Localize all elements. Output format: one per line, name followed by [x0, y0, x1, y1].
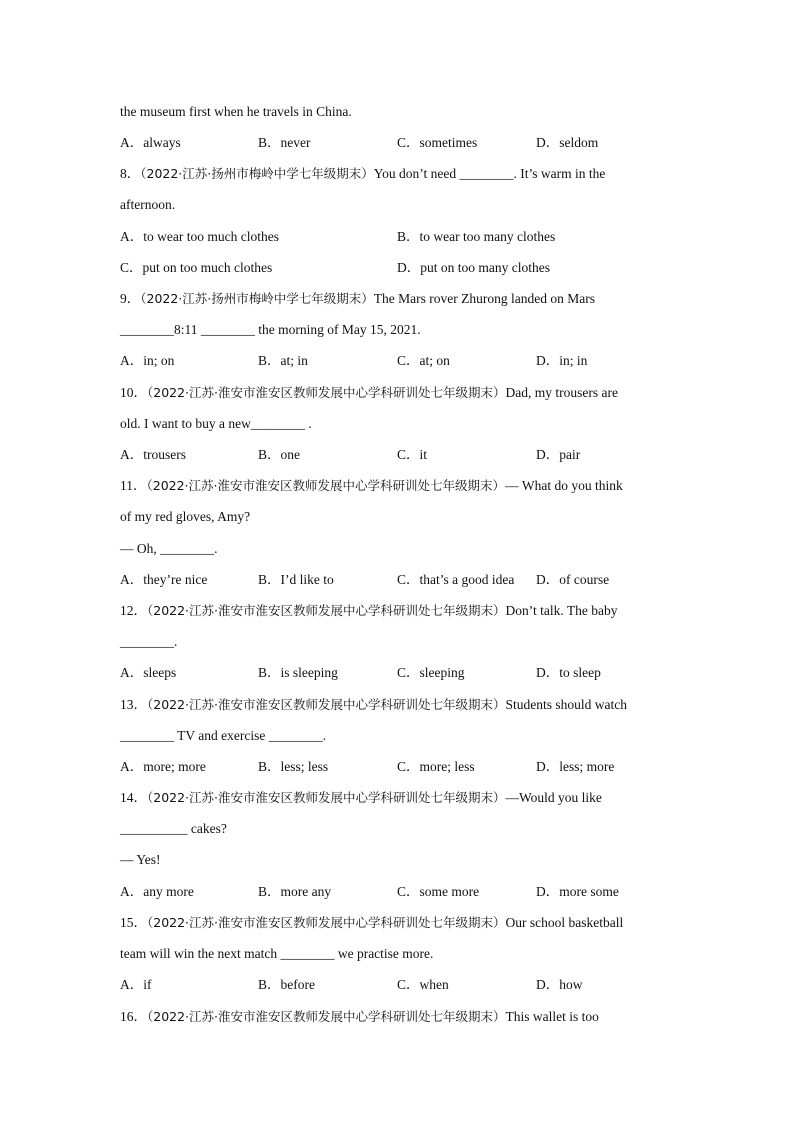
question-14-option-d: D．more some	[536, 884, 619, 899]
question-15-option-d: D．how	[536, 977, 583, 992]
question-source: （2022·江苏·扬州市梅岭中学七年级期末）	[140, 291, 374, 306]
question-14-option-a: A．any more	[120, 884, 194, 899]
question-12-option-b: B．is sleeping	[258, 665, 338, 680]
question-stem: Students should watch	[505, 697, 628, 712]
question-13-option-a: A．more; more	[120, 759, 206, 774]
question-8-option-b: B．to wear too many clothes	[397, 229, 556, 244]
question-8-line-2: afternoon.	[120, 197, 176, 212]
question-15-line-1	[120, 914, 623, 932]
question-7-option-a: A．always	[120, 135, 181, 150]
question-9-line-2: ________8:11 ________ the morning of May 15, 2021.	[120, 322, 421, 337]
question-11-option-b: B．I’d like to	[258, 572, 334, 587]
question-12-option-a: A．sleeps	[120, 665, 177, 680]
question-9-option-d: D．in; in	[536, 353, 588, 368]
question-14-line-3: — Yes!	[120, 852, 161, 867]
question-7-option-c: C．sometimes	[397, 135, 478, 150]
question-number: 13．	[120, 697, 147, 712]
question-9-line-1	[120, 290, 595, 308]
question-source: （2022·江苏·淮安市淮安区教师发展中心学科研训处七年级期末）	[147, 697, 506, 712]
question-source: （2022·江苏·扬州市梅岭中学七年级期末）	[140, 166, 374, 181]
question-14-option-b: B．more any	[258, 884, 332, 899]
question-13-option-b: B．less; less	[258, 759, 329, 774]
question-10-option-b: B．one	[258, 447, 300, 462]
question-number: 14．	[120, 790, 147, 805]
question-14-line-2: __________ cakes?	[120, 821, 227, 836]
question-7-option-d: D．seldom	[536, 135, 599, 150]
question-8-option-c: C．put on too much clothes	[120, 260, 273, 275]
question-16-line-1	[120, 1008, 599, 1026]
question-11-line-3: — Oh, ________.	[120, 541, 218, 556]
question-9-option-a: A．in; on	[120, 353, 175, 368]
question-15-option-b: B．before	[258, 977, 315, 992]
question-11-option-a: A．they’re nice	[120, 572, 208, 587]
question-stem: Our school basketball	[505, 915, 624, 930]
question-number: 11．	[120, 478, 147, 493]
question-15-line-2: team will win the next match ________ we practise more.	[120, 946, 434, 961]
question-number: 16．	[120, 1009, 147, 1024]
question-8-option-a: A．to wear too much clothes	[120, 229, 279, 244]
question-12-option-c: C．sleeping	[397, 665, 465, 680]
question-15-option-a: A．if	[120, 977, 152, 992]
question-9-option-c: C．at; on	[397, 353, 450, 368]
question-stem: You don’t need ________. It’s warm in the	[373, 166, 606, 181]
question-number: 15．	[120, 915, 147, 930]
question-10-line-1	[120, 384, 618, 402]
question-source: （2022·江苏·淮安市淮安区教师发展中心学科研训处七年级期末）	[147, 915, 506, 930]
question-12-line-2: ________.	[120, 634, 178, 649]
question-source: （2022·江苏·淮安市淮安区教师发展中心学科研训处七年级期末）	[147, 385, 506, 400]
question-stem: Don’t talk. The baby	[505, 603, 618, 618]
question-10-option-a: A．trousers	[120, 447, 186, 462]
question-number: 10．	[120, 385, 147, 400]
question-10-option-d: D．pair	[536, 447, 581, 462]
question-13-option-d: D．less; more	[536, 759, 615, 774]
question-source: （2022·江苏·淮安市淮安区教师发展中心学科研训处七年级期末）	[147, 603, 506, 618]
question-7-option-b: B．never	[258, 135, 311, 150]
question-stem: Dad, my trousers are	[505, 385, 618, 400]
question-11-option-d: D．of course	[536, 572, 610, 587]
question-14-line-1	[120, 789, 602, 807]
question-number: 9．	[120, 291, 141, 306]
question-source: （2022·江苏·淮安市淮安区教师发展中心学科研训处七年级期末）	[147, 790, 506, 805]
question-15-option-c: C．when	[397, 977, 449, 992]
question-12-line-1	[120, 602, 618, 620]
question-11-line-2: of my red gloves, Amy?	[120, 509, 251, 524]
question-10-line-2: old. I want to buy a new________ .	[120, 416, 312, 431]
question-stem: — What do you think	[505, 478, 623, 493]
question-14-option-c: C．some more	[397, 884, 480, 899]
question-stem: —Would you like	[505, 790, 602, 805]
question-9-option-b: B．at; in	[258, 353, 308, 368]
question-source: （2022·江苏·淮安市淮安区教师发展中心学科研训处七年级期末）	[146, 478, 506, 493]
question-13-line-1	[120, 696, 627, 714]
question-11-line-1	[120, 477, 623, 495]
question-8-option-d: D．put on too many clothes	[397, 260, 550, 275]
question-13-option-c: C．more; less	[397, 759, 475, 774]
question-11-option-c: C．that’s a good idea	[397, 572, 515, 587]
question-stem: This wallet is too	[505, 1009, 599, 1024]
question-8-line-1	[120, 165, 605, 183]
question-10-option-c: C．it	[397, 447, 428, 462]
question-stem: The Mars rover Zhurong landed on Mars	[373, 291, 595, 306]
question-number: 12．	[120, 603, 147, 618]
question-source: （2022·江苏·淮安市淮安区教师发展中心学科研训处七年级期末）	[147, 1009, 506, 1024]
question-7-stem-tail: the museum first when he travels in China.	[120, 104, 352, 119]
question-number: 8．	[120, 166, 141, 181]
question-12-option-d: D．to sleep	[536, 665, 601, 680]
question-13-line-2: ________ TV and exercise ________.	[120, 728, 327, 743]
